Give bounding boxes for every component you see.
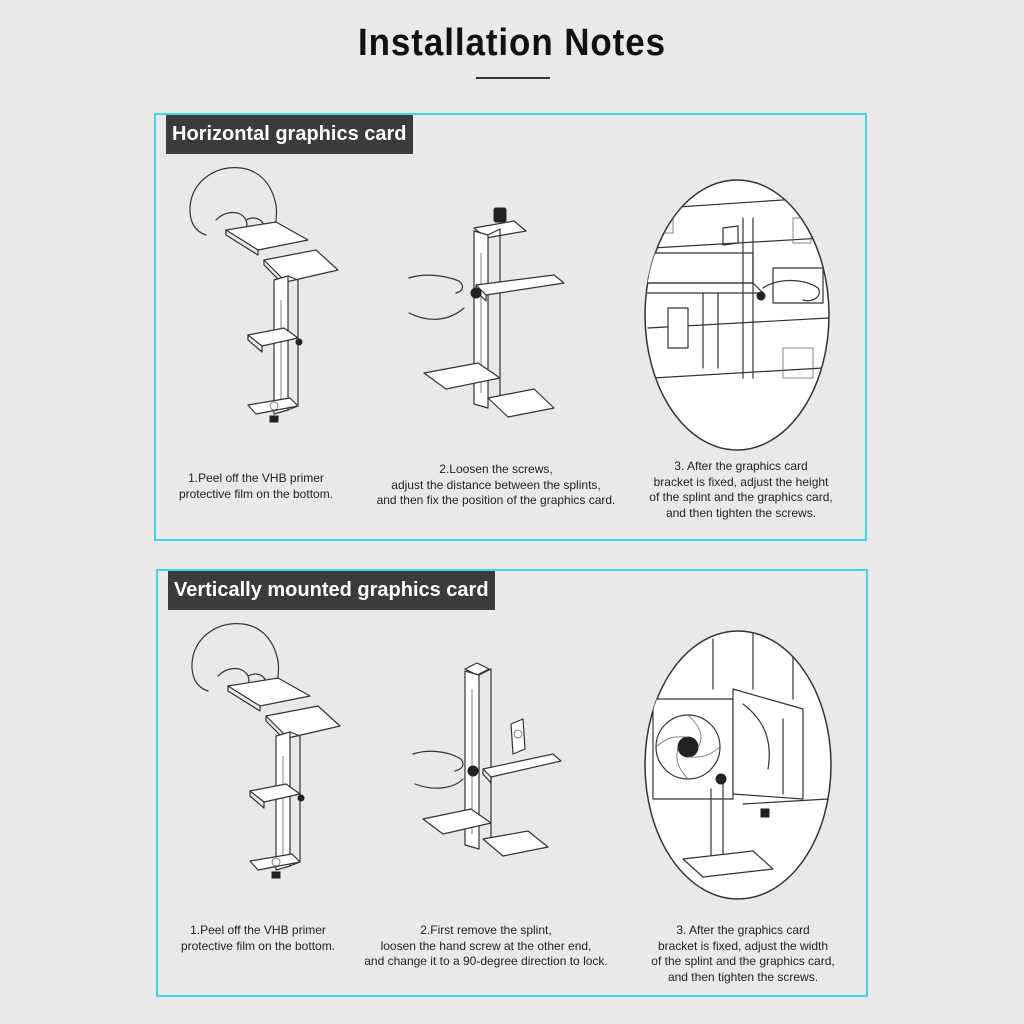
horizontal-card-installed-icon <box>643 178 831 453</box>
section-vertical <box>156 569 868 997</box>
title-underline <box>476 77 550 79</box>
section-label: Vertically mounted graphics card <box>168 571 495 610</box>
step-caption: 2.Loosen the screws, adjust the distance between the splints, and then fix the position of the graphics card. <box>376 462 616 507</box>
step-caption: 2.First remove the splint, loosen the hand screw at the other end, and change it to a 90-degree direction to lock. <box>364 923 608 968</box>
section-label: Horizontal graphics card <box>166 115 413 154</box>
section-horizontal <box>154 113 867 541</box>
bracket-rotate-splint-icon <box>403 659 573 869</box>
page-title: Installation Notes <box>358 22 666 64</box>
bracket-peel-film-icon <box>188 616 348 886</box>
vertical-card-installed-icon <box>643 629 833 901</box>
step-caption: 1.Peel off the VHB primer protective film on the bottom. <box>178 471 334 501</box>
bracket-adjust-splint-icon <box>404 203 574 433</box>
step-caption: 3. After the graphics card bracket is fixed, adjust the width of the splint and the graphics card, and then tighten the screws. <box>651 923 835 984</box>
step-caption: 3. After the graphics card bracket is fixed, adjust the height of the splint and the graphics card, and then tighten the screws. <box>649 459 833 520</box>
bracket-peel-film-icon <box>186 160 346 430</box>
step-caption: 1.Peel off the VHB primer protective film on the bottom. <box>180 923 336 953</box>
